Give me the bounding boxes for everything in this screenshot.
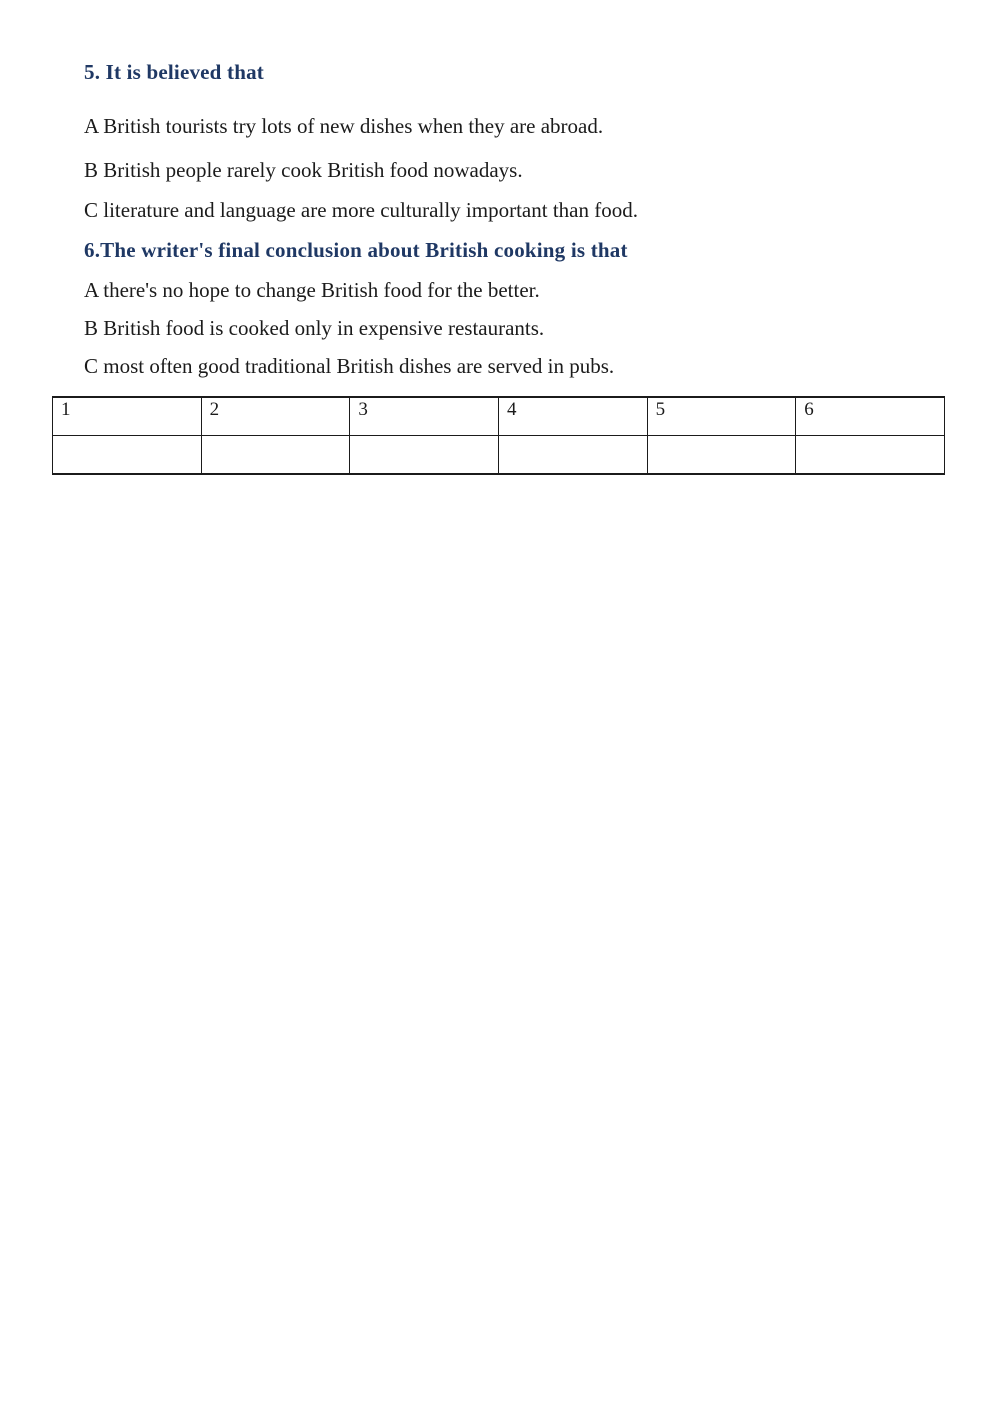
answer-table-header-row — [53, 397, 945, 435]
answer-cell-3[interactable] — [350, 435, 499, 474]
question-6-heading: 6.The writer's final conclusion about British cooking is that — [84, 238, 628, 262]
answer-cell-1[interactable] — [53, 435, 202, 474]
answer-table-header-1: 1 — [53, 397, 202, 435]
question-5-option-b: B British people rarely cook British food nowadays. — [84, 158, 523, 182]
answer-table-header-5: 5 — [647, 397, 796, 435]
question-5-option-c: C literature and language are more culturally important than food. — [84, 198, 638, 222]
answer-table-answer-row — [53, 435, 945, 474]
worksheet-content — [52, 60, 945, 475]
answer-table-header-6: 6 — [796, 397, 945, 435]
question-5-heading: 5. It is believed that — [84, 60, 264, 84]
answer-table-header-2: 2 — [201, 397, 350, 435]
question-5-option-a: A British tourists try lots of new dishes when they are abroad. — [84, 114, 604, 138]
question-5-block — [52, 60, 945, 222]
question-6-option-c: C most often good traditional British dishes are served in pubs. — [84, 354, 615, 378]
question-6-option-a: A there's no hope to change British food for the better. — [84, 278, 540, 302]
answer-cell-5[interactable] — [647, 435, 796, 474]
answer-cell-4[interactable] — [498, 435, 647, 474]
answer-table — [52, 396, 945, 475]
answer-table-header-4: 4 — [498, 397, 647, 435]
question-6-option-b: B British food is cooked only in expensive restaurants. — [84, 316, 545, 340]
answer-cell-6[interactable] — [796, 435, 945, 474]
answer-cell-2[interactable] — [201, 435, 350, 474]
answer-table-header-3: 3 — [350, 397, 499, 435]
question-6-block — [52, 238, 945, 378]
